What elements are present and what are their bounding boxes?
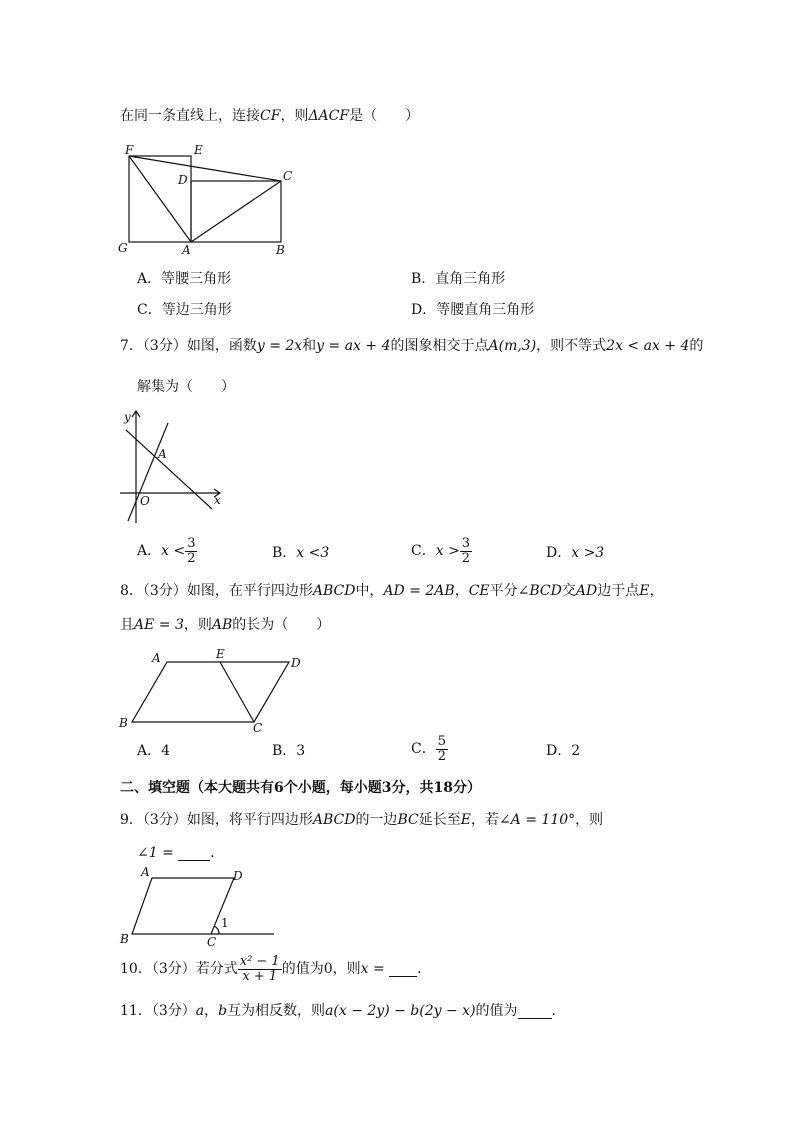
q8-text-3: ， bbox=[454, 583, 469, 599]
q9-text-4: ，若 bbox=[470, 812, 499, 828]
q7-option-a-pre: x < bbox=[161, 543, 186, 560]
q6-option-a[interactable] bbox=[137, 272, 231, 286]
q7-figure bbox=[112, 405, 232, 530]
q7-option-b[interactable] bbox=[272, 546, 329, 560]
q6-label-F: F bbox=[125, 143, 134, 157]
q9-label-1: 1 bbox=[221, 916, 229, 930]
q9-angle: ∠A = 110° bbox=[498, 812, 576, 828]
q6-option-c-text: 等边三角形 bbox=[161, 302, 232, 318]
q6-option-c[interactable] bbox=[137, 303, 232, 317]
q7-stem bbox=[120, 339, 703, 353]
q6-label-C: C bbox=[283, 169, 293, 183]
q9-answer-blank[interactable] bbox=[178, 846, 210, 861]
q6-option-b[interactable] bbox=[411, 272, 505, 286]
q9-text-2: 的一边 bbox=[355, 812, 398, 828]
q7-text-5: 的 bbox=[689, 338, 704, 354]
q7-label-y: y bbox=[124, 410, 131, 424]
q7-inequality: 2x < ax + 4 bbox=[606, 338, 690, 354]
q8-option-c-key: C． bbox=[411, 741, 436, 758]
q8-option-c[interactable] bbox=[411, 735, 448, 763]
q8-text-7: ， bbox=[649, 583, 664, 599]
q9-e: E bbox=[460, 812, 471, 828]
q10-stem bbox=[120, 955, 431, 983]
q11-end: ． bbox=[551, 1003, 566, 1019]
q8-option-c-fraction bbox=[436, 735, 448, 763]
q9-label-C: C bbox=[207, 935, 217, 949]
q10-end: ． bbox=[417, 961, 432, 978]
q7-option-d[interactable] bbox=[546, 546, 604, 560]
q6-text-3: 是（ ） bbox=[349, 108, 420, 124]
q6-label-A: A bbox=[182, 243, 191, 257]
q7-option-a-den: 2 bbox=[187, 550, 196, 566]
q7-option-d-key: D． bbox=[546, 545, 572, 561]
q8-line2-text-3: 的长为（ ） bbox=[232, 617, 331, 633]
q6-cf: CF bbox=[260, 108, 281, 124]
q8-label-A: A bbox=[152, 651, 161, 665]
q9-label-D: D bbox=[233, 869, 243, 883]
q11-stem bbox=[120, 1004, 566, 1019]
q10-text-2: 的值为0，则 bbox=[281, 961, 361, 978]
q8-line-ce bbox=[220, 662, 254, 722]
q8-parallelogram bbox=[132, 662, 289, 722]
q8-option-b-text: 3 bbox=[296, 743, 306, 759]
q6-label-G: G bbox=[118, 241, 128, 255]
q10-xeq: x = bbox=[360, 961, 385, 978]
q8-ce: CE bbox=[468, 583, 490, 599]
q7-option-a[interactable] bbox=[137, 537, 197, 565]
q9-bc: BC bbox=[397, 812, 419, 828]
q8-stem-line2 bbox=[120, 618, 330, 632]
q9-label-B: B bbox=[120, 932, 129, 946]
q7-option-b-text: x <3 bbox=[296, 545, 330, 561]
q6-label-D: D bbox=[178, 173, 188, 187]
q9-text-1: 9．（3分）如图，将平行四边形 bbox=[120, 812, 313, 828]
q6-option-d-key: D． bbox=[411, 302, 437, 318]
q10-fraction bbox=[238, 955, 282, 983]
q7-point: A(m,3) bbox=[488, 338, 537, 354]
q8-e: E bbox=[639, 583, 650, 599]
q8-option-b-key: B． bbox=[272, 743, 297, 759]
q7-option-a-key: A． bbox=[137, 543, 162, 560]
q8-label-D: D bbox=[291, 656, 301, 670]
q11-a: a bbox=[195, 1003, 205, 1019]
q8-option-b[interactable] bbox=[272, 744, 305, 758]
q7-label-x: x bbox=[214, 493, 221, 507]
q11-answer-blank[interactable] bbox=[518, 1004, 552, 1019]
q11-text-2: ， bbox=[204, 1003, 219, 1019]
q7-f2: y = ax + 4 bbox=[316, 338, 391, 354]
q8-figure bbox=[112, 648, 312, 738]
q7-stem-line2: 解集为（ ） bbox=[137, 379, 235, 395]
q7-text-2: 和 bbox=[302, 338, 317, 354]
q8-angle: ∠BCD bbox=[517, 583, 562, 599]
q8-text-6: 边于点 bbox=[597, 583, 640, 599]
q9-angle1: ∠1 = bbox=[137, 845, 174, 861]
q7-option-a-num: 3 bbox=[187, 536, 196, 551]
q8-option-a-key: A． bbox=[137, 743, 162, 759]
q7-label-A: A bbox=[158, 447, 167, 461]
q8-text-4: 平分 bbox=[489, 583, 518, 599]
q8-option-c-num: 5 bbox=[437, 734, 446, 749]
q8-line2-text-2: ，则 bbox=[183, 617, 212, 633]
q11-b: b bbox=[218, 1003, 228, 1019]
q7-option-c-num: 3 bbox=[461, 536, 471, 551]
q6-label-B: B bbox=[276, 243, 285, 257]
q8-label-E: E bbox=[216, 647, 225, 661]
q7-option-c-den: 2 bbox=[461, 550, 471, 566]
q8-option-c-den: 2 bbox=[437, 748, 446, 764]
q7-option-c[interactable] bbox=[411, 537, 472, 565]
q9-stem bbox=[120, 813, 603, 827]
q7-text-3: 的图象相交于点 bbox=[390, 338, 489, 354]
q7-option-c-pre: x > bbox=[435, 543, 460, 560]
q7-option-c-fraction bbox=[460, 537, 472, 565]
q9-label-A: A bbox=[141, 865, 150, 879]
q6-stem bbox=[120, 109, 419, 123]
q8-text-2: 中， bbox=[355, 583, 384, 599]
q7-f1: y = 2x bbox=[256, 338, 303, 354]
q8-ad: AD bbox=[575, 583, 598, 599]
q6-triangle: ΔACF bbox=[308, 108, 350, 124]
q11-text-1: 11．（3分） bbox=[120, 1003, 196, 1019]
q8-line2-text-1: 且 bbox=[120, 617, 134, 633]
q6-line-fc bbox=[129, 156, 281, 181]
q11-text-3: 互为相反数，则 bbox=[227, 1003, 326, 1019]
q6-option-c-key: C． bbox=[137, 302, 162, 318]
q8-text-5: 交 bbox=[561, 583, 576, 599]
q7-text-4: ，则不等式 bbox=[536, 338, 607, 354]
q9-text-5: ，则 bbox=[575, 812, 604, 828]
q9-stem-line2 bbox=[137, 846, 224, 861]
q9-parallelogram bbox=[132, 878, 234, 934]
q9-angle-arc bbox=[214, 926, 219, 934]
q7-option-a-fraction bbox=[185, 537, 197, 565]
q7-option-c-key: C． bbox=[411, 543, 436, 560]
q9-text-3: 延长至 bbox=[418, 812, 461, 828]
q8-ab: AB bbox=[211, 617, 233, 633]
q6-text-1: 在同一条直线上，连接 bbox=[120, 108, 260, 124]
q8-option-a-text: 4 bbox=[161, 743, 171, 759]
q6-option-d-text: 等腰直角三角形 bbox=[436, 302, 535, 318]
q6-label-E: E bbox=[194, 143, 203, 157]
section-heading: 二、填空题（本大题共有6个小题，每小题3分，共18分） bbox=[120, 780, 481, 796]
q6-option-a-text: 等腰三角形 bbox=[161, 271, 232, 287]
q8-eq2: AE = 3 bbox=[134, 617, 184, 633]
q7-option-b-key: B． bbox=[272, 545, 297, 561]
q10-denominator: x + 1 bbox=[242, 968, 278, 984]
q8-eq1: AD = 2AB bbox=[383, 583, 455, 599]
q8-text-1: 8．（3分）如图，在平行四边形 bbox=[120, 583, 313, 599]
q8-label-B: B bbox=[119, 716, 128, 730]
q10-numerator: x² − 1 bbox=[239, 954, 280, 969]
q10-answer-blank[interactable] bbox=[389, 962, 417, 977]
q8-abcd: ABCD bbox=[312, 583, 356, 599]
q6-option-a-key: A． bbox=[137, 271, 162, 287]
q8-option-d-text: 2 bbox=[571, 743, 581, 759]
q6-line-fa bbox=[129, 156, 191, 242]
q6-option-b-text: 直角三角形 bbox=[435, 271, 506, 287]
q8-option-d-key: D． bbox=[546, 743, 572, 759]
q6-figure bbox=[110, 140, 310, 265]
q7-text-1: 7．（3分）如图，函数 bbox=[120, 338, 257, 354]
q8-option-d[interactable] bbox=[546, 744, 580, 758]
q11-text-4: 的值为 bbox=[475, 1003, 518, 1019]
q9-end: ． bbox=[210, 845, 225, 861]
q9-figure bbox=[112, 864, 287, 949]
q8-label-C: C bbox=[253, 721, 263, 735]
q8-stem bbox=[120, 584, 663, 598]
q6-text-2: ，则 bbox=[280, 108, 309, 124]
q8-option-a[interactable] bbox=[137, 744, 170, 758]
q7-line-yax4 bbox=[126, 430, 212, 509]
q6-option-d[interactable] bbox=[411, 303, 534, 317]
q11-expression: a(x − 2y) − b(2y − x) bbox=[325, 1003, 476, 1019]
q10-text-1: 10．（3分）若分式 bbox=[120, 961, 238, 978]
q9-abcd: ABCD bbox=[312, 812, 356, 828]
q6-option-b-key: B． bbox=[411, 271, 436, 287]
q6-line-ac bbox=[191, 181, 281, 242]
q7-option-d-text: x >3 bbox=[571, 545, 605, 561]
q7-label-O: O bbox=[140, 494, 150, 508]
